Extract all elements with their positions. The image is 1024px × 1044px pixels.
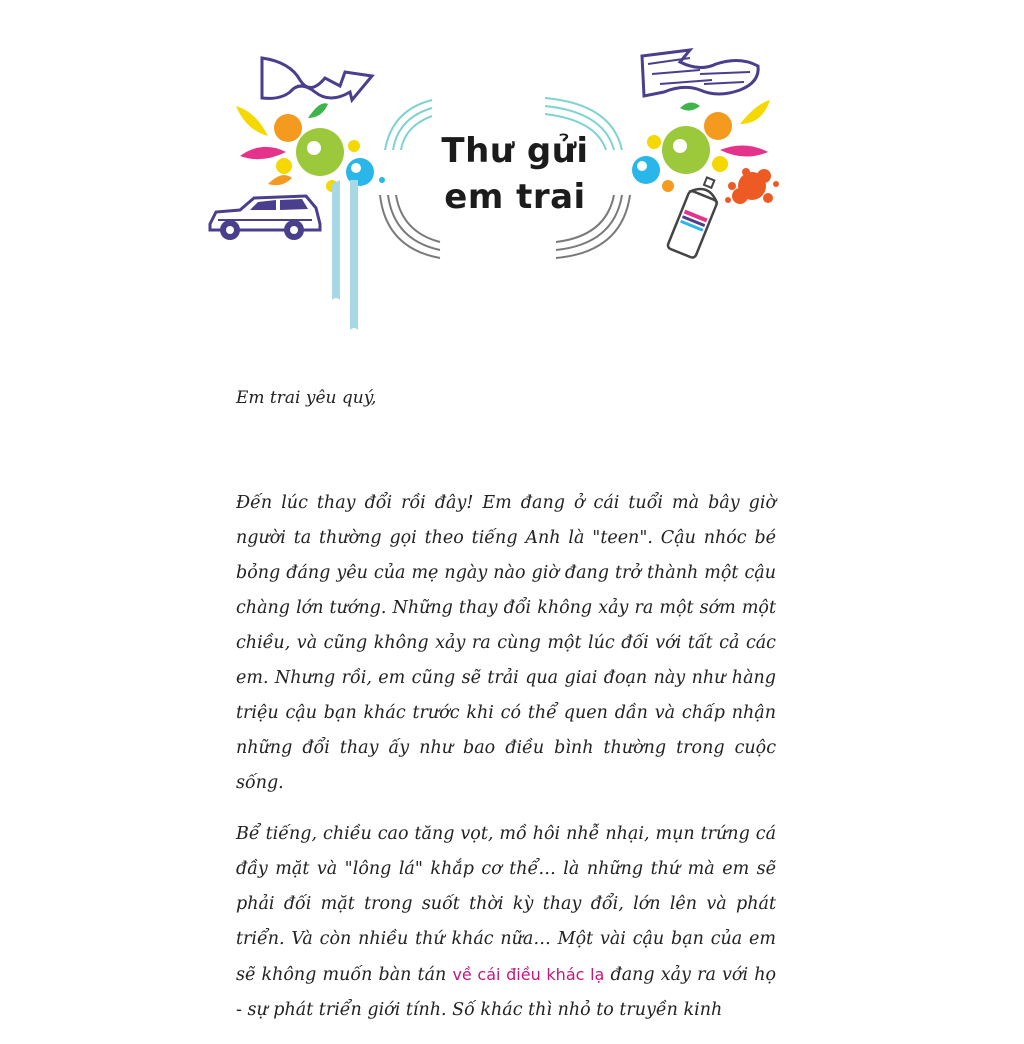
circle-green-big-right <box>662 126 710 174</box>
circle-orange-small-right <box>662 180 674 192</box>
leaf-yellow-left <box>236 106 268 136</box>
leaf-yellow-right <box>740 100 770 124</box>
chapter-title <box>405 128 625 238</box>
paint-drip-left <box>332 180 340 300</box>
circle-yellow-small-left <box>276 158 292 174</box>
circle-yellow-tiny-left <box>348 140 360 152</box>
paint-splatter <box>725 168 779 204</box>
car-illustration <box>210 196 320 240</box>
circle-blue-right <box>632 156 660 184</box>
leaf-pink-right <box>720 145 768 156</box>
paragraph-1: Đến lúc thay đổi rồi đây! Em đang ở cái tuổi mà bây giờ người ta thường gọi theo tiếng Anh là "teen". Cậu nhóc bé bỏng đáng yêu của mẹ ngày nào giờ đang trở thành một cậu chàng lớn tướng. Những thay đổi không xảy ra một sớm một chiều, và cũng không xảy ra cùng một lúc đối với tất cả các em. Nhưng rồi, em cũng sẽ trải qua giai đoạn này như hàng triệu cậu bạn khác trước khi có thể quen dần và chấp nhận những đổi thay ấy như bao điều bình thường trong cuộc sống. <box>236 493 776 793</box>
paint-drip-right <box>350 180 358 330</box>
circle-orange-right <box>704 112 732 140</box>
leaf-green-left <box>308 103 328 118</box>
paragraph-2 <box>236 817 776 1028</box>
letter-salutation: Em trai yêu quý, <box>236 388 377 408</box>
leaf-pink-left <box>240 147 286 159</box>
title-line-1: Thư gửi <box>441 131 589 171</box>
right-decoration-group <box>632 50 779 259</box>
circle-green-big-left <box>296 128 344 176</box>
zigzag-arrow-left <box>262 58 372 100</box>
leaf-orange-left <box>268 175 292 185</box>
spray-can-illustration <box>667 173 725 258</box>
leaf-green-right <box>680 102 700 110</box>
paragraph-2-text-after: đang xảy ra với họ - sự phát triển giới tính. Số khác thì nhỏ to truyền kinh <box>236 965 776 1020</box>
circle-orange-left <box>274 114 302 142</box>
letter-body <box>236 486 776 1044</box>
title-line-2: em trai <box>444 177 586 217</box>
left-decoration-group <box>210 58 385 330</box>
circle-yellow-right <box>647 135 661 149</box>
paragraph-2-text-before: Bể tiếng, chiều cao tăng vọt, mồ hôi nhễ nhại, mụn trứng cá đầy mặt và "lông lá" khắp cơ thể… là những thứ mà em sẽ phải đối mặt trong suốt thời kỳ thay đổi, lớn lên và phát triển. Và còn nhiều thứ khác nữa… Một vài cậu bạn của em sẽ không muốn bàn tán <box>236 824 776 985</box>
circle-yellow-dot-right <box>712 156 728 172</box>
highlighted-phrase: về cái điều khác lạ <box>452 965 605 984</box>
